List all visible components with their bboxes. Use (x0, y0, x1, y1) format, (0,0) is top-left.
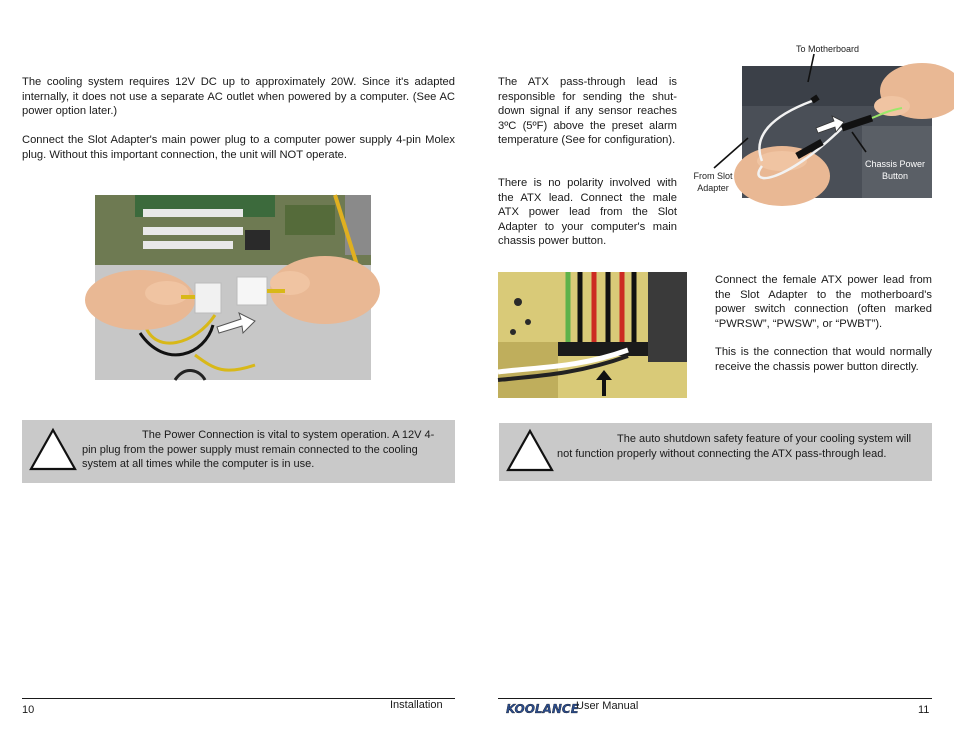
right-motherboard-paragraph: Connect the female ATX power lead from the Slot Adapter to the motherboard's power switch connection (often marked “PWRSW”, “PWSW”, or “PWBT”). (715, 274, 932, 330)
label-from-slot-line2: Adapter (697, 183, 729, 193)
right-warning-box (499, 423, 932, 481)
right-normal-connection-paragraph: This is the connection that would normally receive the chassis power button directly. (715, 346, 932, 373)
warning-triangle-icon (28, 427, 78, 472)
molex-photo-illustration (95, 195, 371, 380)
left-warning-text: The Power Connection is vital to system operation. A 12V 4-pin plug from the power supply must remain connected to the cooling system at all times while the computer is in use. (82, 429, 435, 470)
left-footer-section: Installation (390, 699, 443, 711)
right-footer-rule (498, 698, 932, 699)
koolance-logo (505, 700, 579, 721)
warning-triangle-icon (505, 428, 555, 473)
label-from-slot-adapter (691, 170, 735, 194)
label-to-motherboard: To Motherboard (796, 44, 860, 54)
koolance-logo-icon (505, 700, 579, 716)
right-atx-paragraph: The ATX pass-through lead is responsible for sending the shut-down signal if any sensor reaches 3ºC (5ºF) above the preset alarm temperature (See for configuration). (498, 76, 677, 147)
right-page-number: 11 (918, 704, 930, 716)
header-photo-illustration (498, 272, 687, 398)
left-warning-box (22, 420, 455, 483)
left-page-number: 10 (22, 704, 35, 716)
right-warning-text: The auto shutdown safety feature of your cooling system will not function properly without connecting the ATX pass-through lead. (557, 433, 912, 460)
label-chassis-power-button (858, 158, 932, 182)
motherboard-header-photo (498, 272, 687, 398)
svg-text:KOOLANCE: KOOLANCE (506, 702, 579, 716)
molex-connection-photo (95, 195, 371, 380)
label-from-slot-line1: From Slot (693, 171, 733, 181)
right-polarity-paragraph: There is no polarity involved with the ATX lead. Connect the male ATX power lead from the Slot Adapter to your computer's main chassis power button. (498, 177, 677, 248)
left-intro-paragraph: The cooling system requires 12V DC up to approximately 20W. Since it's adapted internally, it does not use a separate AC outlet when powered by a computer. (See AC power option later.) (22, 76, 455, 118)
left-molex-paragraph: Connect the Slot Adapter's main power plug to a computer power supply 4-pin Molex plug. Without this important connection, the unit will NOT operate. (22, 134, 455, 161)
label-chassis-line1: Chassis Power (864, 159, 926, 169)
right-footer-title: User Manual (576, 700, 639, 712)
label-chassis-line2: Button (881, 171, 909, 181)
